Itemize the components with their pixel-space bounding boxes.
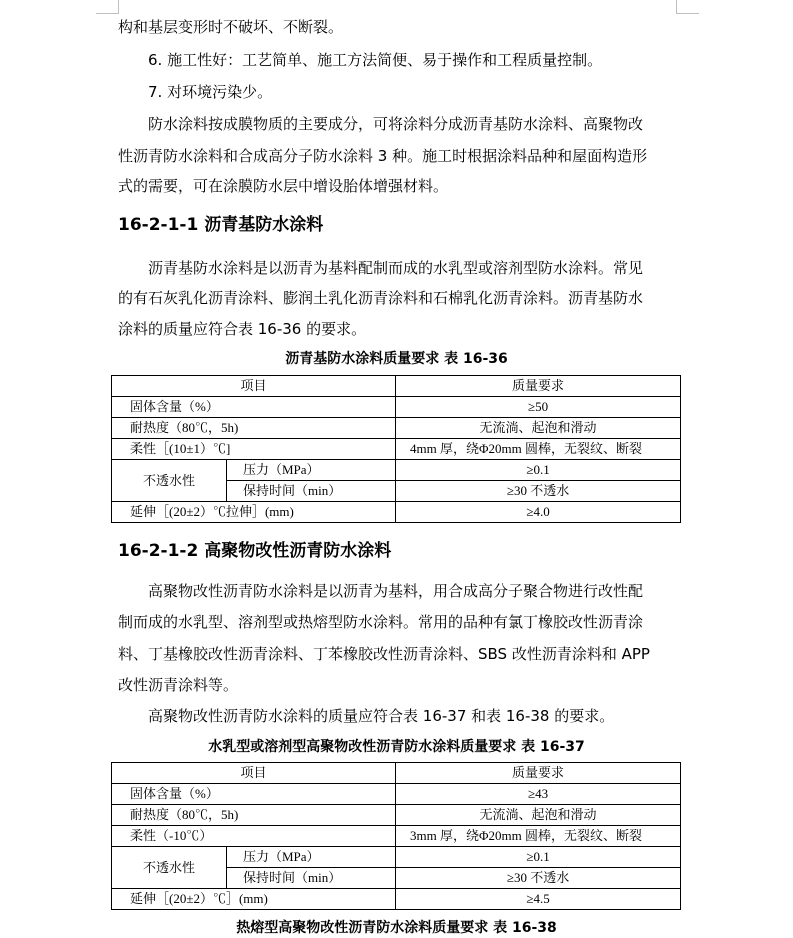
row-label: 柔性［(10±1）℃] bbox=[112, 439, 396, 460]
section-heading: 16-2-1-2 高聚物改性沥青防水涂料 bbox=[118, 541, 392, 561]
table-row bbox=[112, 502, 681, 523]
paragraph-line: 改性沥青涂料等。 bbox=[118, 676, 239, 694]
table-caption: 热熔型高聚物改性沥青防水涂料质量要求 表 16-38 bbox=[236, 920, 557, 936]
table-row bbox=[112, 826, 681, 847]
table-row bbox=[112, 397, 681, 418]
paragraph-line: 防水涂料按成膜物质的主要成分，可将涂料分成沥青基防水涂料、高聚物改 bbox=[148, 115, 644, 133]
header-item: 项目 bbox=[112, 376, 396, 397]
row-label: 固体含量（%） bbox=[112, 784, 396, 805]
paragraph-line: 高聚物改性沥青防水涂料是以沥青为基料，用合成高分子聚合物进行改性配 bbox=[148, 582, 644, 600]
list-item: 7. 对环境污染少。 bbox=[148, 83, 273, 101]
table-row bbox=[112, 418, 681, 439]
paragraph-line: 构和基层变形时不破坏、不断裂。 bbox=[118, 18, 344, 36]
paragraph-line: 料、丁基橡胶改性沥青涂料、丁苯橡胶改性沥青涂料、SBS 改性沥青涂料和 APP bbox=[118, 645, 650, 663]
table-row bbox=[112, 460, 681, 481]
row-value: ≥50 bbox=[396, 397, 681, 418]
paragraph-line: 的有石灰乳化沥青涂料、膨润土乳化沥青涂料和石棉乳化沥青涂料。沥青基防水 bbox=[118, 289, 644, 307]
sub-row-label: 保持时间（min） bbox=[227, 481, 396, 502]
paragraph-line: 涂料的质量应符合表 16-36 的要求。 bbox=[118, 320, 367, 338]
row-value: 3mm 厚，绕Φ20mm 圆棒，无裂纹、断裂 bbox=[396, 826, 681, 847]
quality-table-16-36 bbox=[111, 375, 681, 523]
sub-row-label: 压力（MPa） bbox=[227, 460, 396, 481]
sub-row-label: 保持时间（min） bbox=[227, 868, 396, 889]
row-value: ≥30 不透水 bbox=[396, 868, 681, 889]
row-label: 耐热度（80℃，5h) bbox=[112, 418, 396, 439]
table-row bbox=[112, 784, 681, 805]
row-label: 延伸［(20±2）℃］(mm) bbox=[112, 889, 396, 910]
table-caption: 水乳型或溶剂型高聚物改性沥青防水涂料质量要求 表 16-37 bbox=[208, 739, 585, 755]
table-row bbox=[112, 805, 681, 826]
header-requirement: 质量要求 bbox=[396, 376, 681, 397]
row-label: 固体含量（%） bbox=[112, 397, 396, 418]
paragraph-line: 制而成的水乳型、溶剂型或热熔型防水涂料。常用的品种有氯丁橡胶改性沥青涂 bbox=[118, 613, 644, 631]
row-value: ≥0.1 bbox=[396, 847, 681, 868]
table-header-row bbox=[112, 763, 681, 784]
header-requirement: 质量要求 bbox=[396, 763, 681, 784]
row-label-impermeability: 不透水性 bbox=[112, 847, 227, 889]
row-value: ≥4.0 bbox=[396, 502, 681, 523]
row-label: 耐热度（80℃，5h) bbox=[112, 805, 396, 826]
margin-corner-mark bbox=[676, 0, 699, 14]
row-value: 无流淌、起泡和滑动 bbox=[396, 805, 681, 826]
table-row bbox=[112, 847, 681, 868]
header-item: 项目 bbox=[112, 763, 396, 784]
table-header-row bbox=[112, 376, 681, 397]
row-value: 无流淌、起泡和滑动 bbox=[396, 418, 681, 439]
paragraph-line: 式的需要，可在涂膜防水层中增设胎体增强材料。 bbox=[118, 177, 449, 195]
margin-corner-mark bbox=[96, 0, 119, 14]
paragraph-line: 高聚物改性沥青防水涂料的质量应符合表 16-37 和表 16-38 的要求。 bbox=[148, 707, 615, 725]
table-row bbox=[112, 889, 681, 910]
row-label-impermeability: 不透水性 bbox=[112, 460, 227, 502]
row-value: ≥43 bbox=[396, 784, 681, 805]
row-value: 4mm 厚，绕Φ20mm 圆棒，无裂纹、断裂 bbox=[396, 439, 681, 460]
sub-row-label: 压力（MPa） bbox=[227, 847, 396, 868]
row-label: 延伸［(20±2）℃拉伸］(mm) bbox=[112, 502, 396, 523]
paragraph-line: 性沥青防水涂料和合成高分子防水涂料 3 种。施工时根据涂料品种和屋面构造形 bbox=[118, 147, 648, 165]
paragraph-line: 沥青基防水涂料是以沥青为基料配制而成的水乳型或溶剂型防水涂料。常见 bbox=[148, 259, 644, 277]
section-heading: 16-2-1-1 沥青基防水涂料 bbox=[118, 215, 324, 235]
table-row bbox=[112, 439, 681, 460]
table-caption: 沥青基防水涂料质量要求 表 16-36 bbox=[285, 351, 508, 367]
row-value: ≥0.1 bbox=[396, 460, 681, 481]
quality-table-16-37 bbox=[111, 762, 681, 910]
row-value: ≥30 不透水 bbox=[396, 481, 681, 502]
row-label: 柔性（-10℃） bbox=[112, 826, 396, 847]
list-item: 6. 施工性好：工艺简单、施工方法简便、易于操作和工程质量控制。 bbox=[148, 51, 603, 69]
row-value: ≥4.5 bbox=[396, 889, 681, 910]
